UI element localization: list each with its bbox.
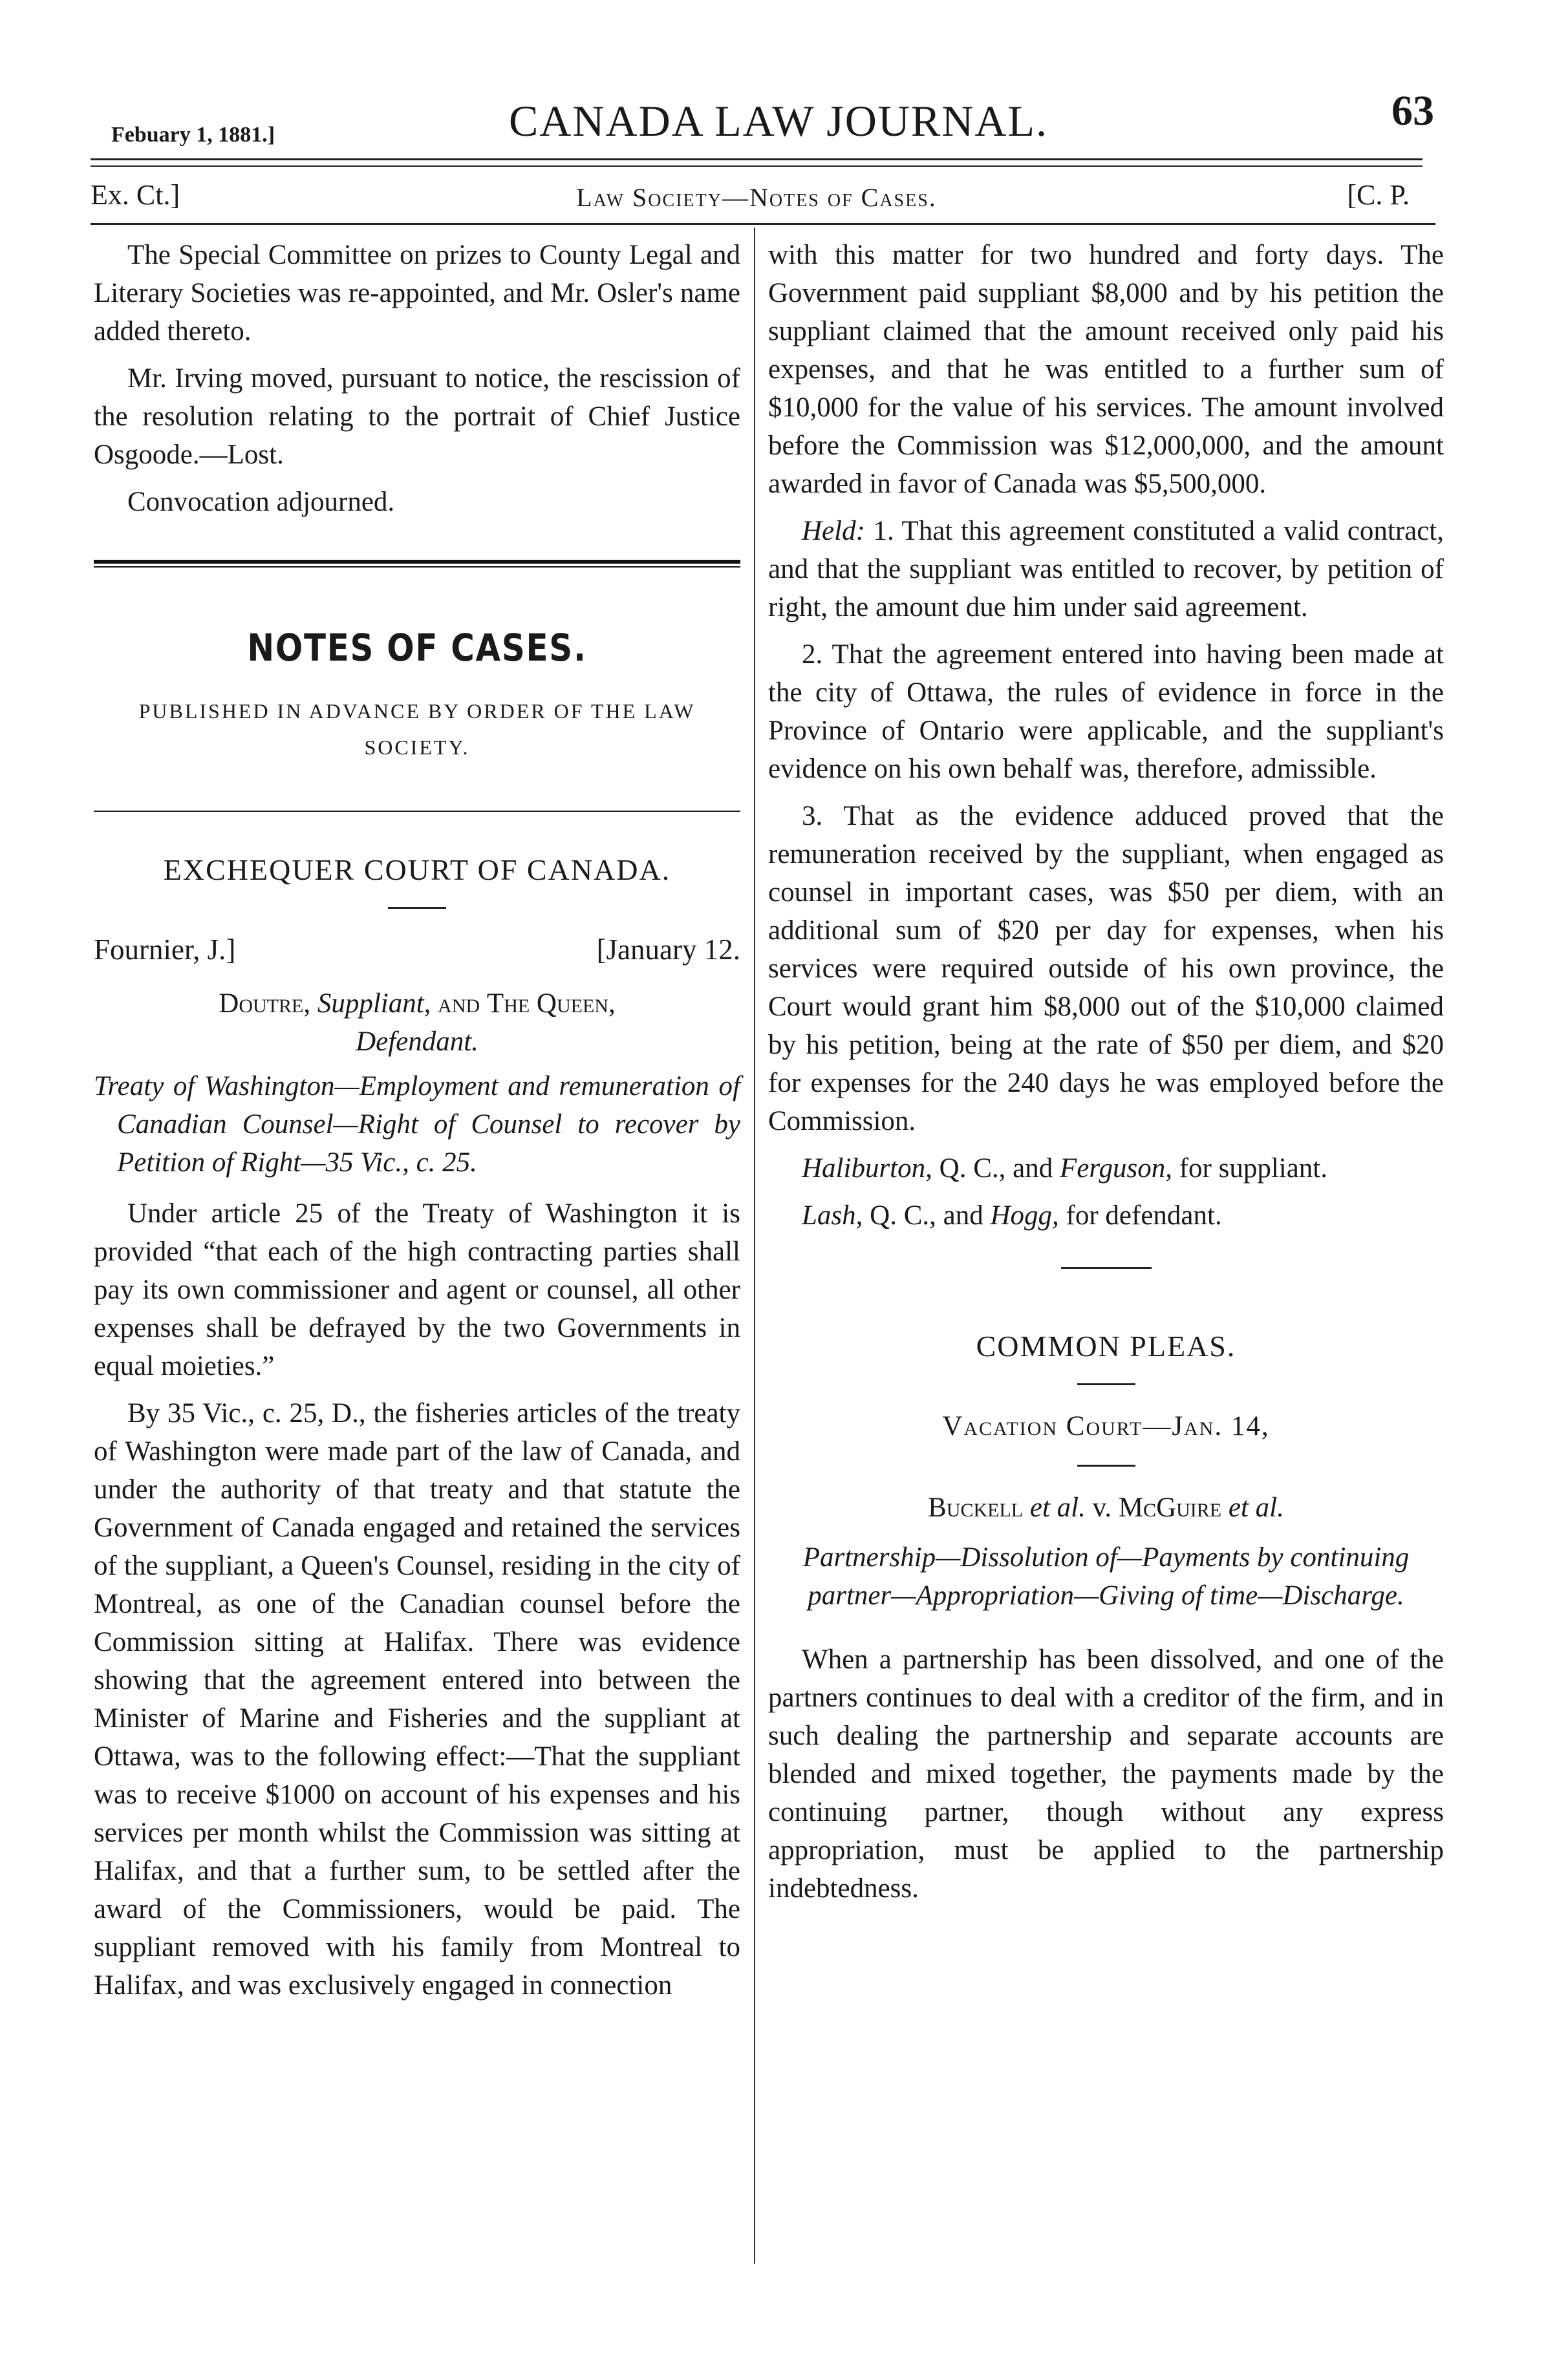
- section-center-label: Law Society—Notes of Cases.: [576, 183, 937, 212]
- judge-date-line: [94, 931, 740, 969]
- catchwords: Partnership—Dissolution of—Payments by continuing partner—Appropriation—Giving of time—Discharge.: [802, 1542, 1410, 1611]
- header-double-rule: [91, 158, 1423, 167]
- court-heading: COMMON PLEAS.: [976, 1330, 1236, 1363]
- subheader-rule: [91, 223, 1435, 225]
- paragraph: By 35 Vic., c. 25, D., the fisheries articles of the treaty of Washington were made part of the law of Canada, and under the authority of that treaty and that statute the Government of Canada engaged and retained the services of the suppliant, a Queen's Counsel, residing in the city of Montreal, as one of the Canadian counsel before the Commission sitting at Halifax. There was evidence showing that the agreement entered into between the Minister of Marine and Fisheries and the suppliant at Ottawa, was to the following effect:—That the suppliant was to receive $1000 on account of his expenses and his services per month whilst the Commission was sitting at Halifax, and that a further sum, to be settled after the award of the Commissioners, would be paid. The suppliant removed with his family from Montreal to Halifax, and was exclusively engaged in connection: [94, 1398, 740, 2001]
- short-rule: [1077, 1383, 1135, 1385]
- journal-title: CANADA LAW JOURNAL.: [508, 96, 1049, 145]
- issue-date: Febuary 1, 1881.]: [111, 123, 275, 147]
- paragraph: The Special Committee on prizes to County Legal and Literary Societies was re-appointed, and Mr. Osler's name added thereto.: [94, 240, 740, 346]
- running-subheader: [91, 173, 1423, 218]
- section-left-label: Ex. Ct.]: [91, 179, 180, 211]
- court-heading: EXCHEQUER COURT OF CANADA.: [163, 853, 671, 886]
- right-column: [768, 236, 1444, 1917]
- counsel-line: Lash, Q. C., and Hogg, for defendant.: [802, 1200, 1222, 1231]
- notes-subheading: PUBLISHED IN ADVANCE BY ORDER OF THE LAW SOCIETY.: [138, 699, 696, 759]
- held-label: Held:: [802, 516, 865, 546]
- paragraph: Convocation adjourned.: [127, 487, 395, 517]
- case-title: Buckell et al. v. McGuire et al.: [928, 1493, 1284, 1523]
- short-rule: [388, 907, 446, 909]
- judge-name: Fournier, J.]: [94, 933, 236, 966]
- paragraph: with this matter for two hundred and forty days. The Government paid suppliant $8,000 and by his petition the suppliant claimed that the amount received only paid his expenses, and that he was entitled to a further sum of $10,000 for the value of his services. The amount involved before the Commission was $12,000,000, and the amount awarded in favor of Canada was $5,500,000.: [768, 240, 1444, 499]
- paragraph: 2. That the agreement entered into having been made at the city of Ottawa, the rules of evidence in force in the Province of Ontario were applicable, and the suppliant's evidence on his own behalf was, therefore, admissible.: [768, 639, 1444, 784]
- paragraph: Under article 25 of the Treaty of Washington it is provided “that each of the high contracting parties shall pay its own commissioner and agent or counsel, all other expenses shall be defrayed by the two Governments in equal moieties.”: [94, 1198, 740, 1381]
- section-right-label: [C. P.: [1347, 179, 1410, 211]
- section-divider: [94, 560, 740, 568]
- paragraph: 3. That as the evidence adduced proved that the remuneration received by the suppliant, when engaged as counsel in important cases, was $50 per diem, with an additional sum of $20 per day for expenses, when his services were required outside of his own province, the Court would grant him $8,000 out of the $10,000 claimed by his petition, being at the rate of $50 per diem, and $20 for expenses for the 240 days he was employed before the Commission.: [768, 801, 1444, 1136]
- left-column: [94, 236, 740, 2013]
- counsel-line: Haliburton, Q. C., and Ferguson, for suppliant.: [802, 1153, 1328, 1184]
- catchwords: Treaty of Washington—Employment and remuneration of Canadian Counsel—Right of Counsel to recover by Petition of Right—35 Vic., c. 25.: [94, 1071, 740, 1178]
- held-paragraph: Held: 1. That this agreement constituted a valid contract, and that the suppliant was entitled to recover, by petition of right, the amount due him under said agreement.: [768, 516, 1444, 622]
- decision-date: [January 12.: [596, 933, 740, 966]
- paragraph: When a partnership has been dissolved, and one of the partners continues to deal with a creditor of the firm, and in such dealing the partnership and separate accounts are blended and mixed together, the payments made by the continuing partner, though without any express appropriation, must be applied to the partnership indebtedness.: [768, 1644, 1444, 1904]
- page-header: [91, 65, 1466, 155]
- paragraph: Mr. Irving moved, pursuant to notice, the rescission of the resolution relating to the portrait of Chief Justice Osgoode.—Lost.: [94, 363, 740, 470]
- notes-heading: NOTES OF CASES.: [247, 626, 587, 670]
- page-number: 63: [1391, 87, 1434, 134]
- section-separator: [1061, 1267, 1152, 1269]
- short-rule: [1077, 1465, 1135, 1467]
- vacation-court-line: Vacation Court—Jan. 14,: [942, 1411, 1270, 1441]
- column-divider: [754, 228, 755, 2264]
- case-title: Doutre, Suppliant, and The Queen, Defendant.: [219, 988, 616, 1057]
- divider-rule: [94, 811, 740, 812]
